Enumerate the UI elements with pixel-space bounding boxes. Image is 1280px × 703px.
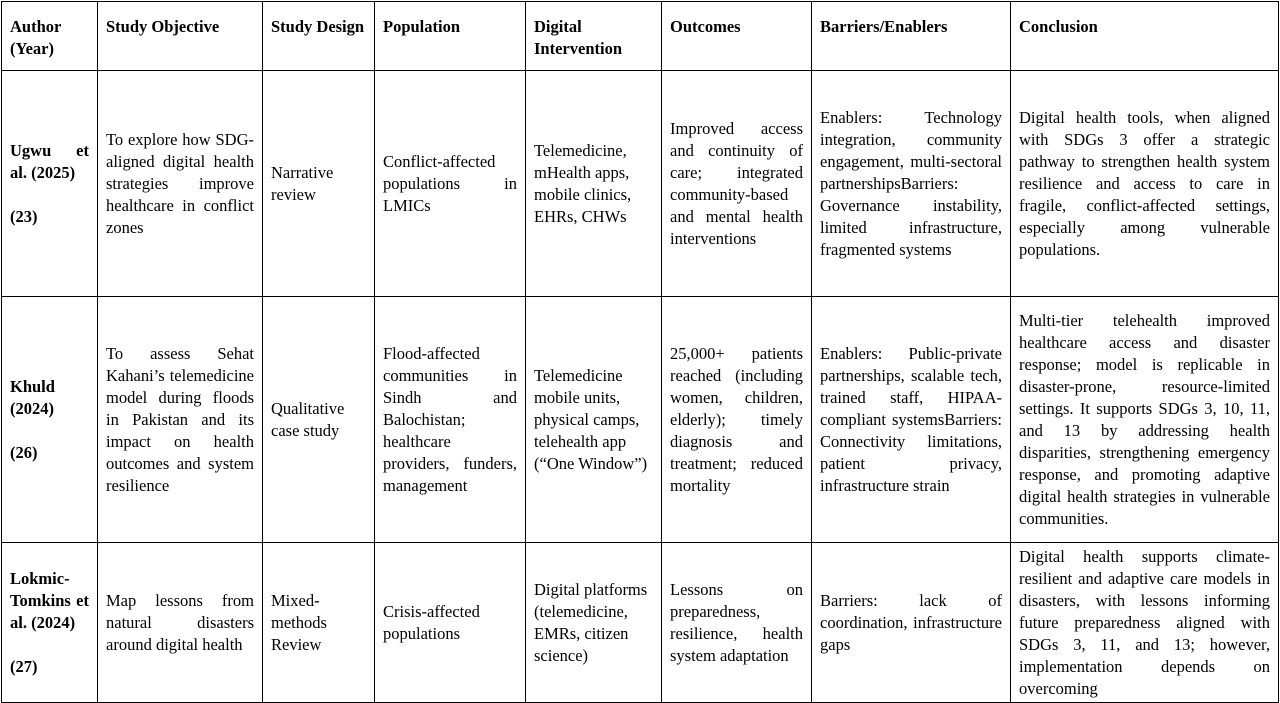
objective-cell: Map lessons from natural disasters around digital health <box>98 543 263 703</box>
header-conclusion: Conclusion <box>1011 2 1279 71</box>
outcomes-cell: 25,000+ patients reached (including women, children, elderly); timely diagnosis and treatment; reduced mortality <box>662 297 812 543</box>
population-cell: Flood-affected communities in Sindh and Balochistan; healthcare providers, funders, management <box>375 297 526 543</box>
table-row <box>2 71 1279 297</box>
author-cell <box>2 297 98 543</box>
header-outcomes: Outcomes <box>662 2 812 71</box>
intervention-cell: Telemedicine mobile units, physical camps, telehealth app (“One Window”) <box>526 297 662 543</box>
conclusion-cell: Multi-tier telehealth improved healthcare access and disaster response; model is replicable in disaster-prone, resource-limited settings. It supports SDGs 3, 10, 11, and 13 by addressing health disparities, strengthening emergency response, and promoting adaptive digital health strategies in vulnerable communities. <box>1011 297 1279 543</box>
barriers-cell: Enablers: Public-private partnerships, scalable tech, trained staff, HIPAA-compliant systemsBarriers: Connectivity limitations, patient privacy, infrastructure strain <box>812 297 1011 543</box>
author-name: Khuld (2024) <box>10 376 55 418</box>
header-objective: Study Objective <box>98 2 263 71</box>
intervention-cell: Digital platforms (telemedicine, EMRs, citizen science) <box>526 543 662 703</box>
author-cell <box>2 71 98 297</box>
objective-cell: To assess Sehat Kahani’s telemedicine model during floods in Pakistan and its impact on health outcomes and system resilience <box>98 297 263 543</box>
author-name: Lokmic-Tomkins et al. (2024) <box>10 568 89 632</box>
table-row <box>2 297 1279 543</box>
table-header-row <box>2 2 1279 71</box>
header-barriers: Barriers/Enablers <box>812 2 1011 71</box>
author-cell <box>2 543 98 703</box>
reference-number: (23) <box>10 206 38 226</box>
barriers-cell: Barriers: lack of coordination, infrastructure gaps <box>812 543 1011 703</box>
conclusion-cell: Digital health supports climate-resilient and adaptive care models in disasters, with lessons informing future preparedness aligned with SDGs 3, 11, and 13; however, implementation depends on overcoming <box>1011 543 1279 703</box>
reference-number: (26) <box>10 442 38 462</box>
design-cell: Mixed-methods Review <box>263 543 375 703</box>
population-cell: Crisis-affected populations <box>375 543 526 703</box>
design-cell: Narrative review <box>263 71 375 297</box>
author-name: Ugwu et al. (2025) <box>10 140 89 182</box>
barriers-cell: Enablers: Technology integration, community engagement, multi-sectoral partnershipsBarriers: Governance instability, limited infrastructure, fragmented systems <box>812 71 1011 297</box>
intervention-cell: Telemedicine, mHealth apps, mobile clinics, EHRs, CHWs <box>526 71 662 297</box>
header-design: Study Design <box>263 2 375 71</box>
conclusion-cell: Digital health tools, when aligned with SDGs 3 offer a strategic pathway to strengthen health system resilience and access to care in fragile, conflict-affected settings, especially among vulnerable populations. <box>1011 71 1279 297</box>
header-author: Author (Year) <box>2 2 98 71</box>
outcomes-cell: Improved access and continuity of care; integrated community-based and mental health interventions <box>662 71 812 297</box>
objective-cell: To explore how SDG-aligned digital health strategies improve healthcare in conflict zones <box>98 71 263 297</box>
table-row <box>2 543 1279 703</box>
population-cell: Conflict-affected populations in LMICs <box>375 71 526 297</box>
outcomes-cell: Lessons on preparedness, resilience, health system adaptation <box>662 543 812 703</box>
literature-table <box>1 1 1279 703</box>
header-intervention: Digital Intervention <box>526 2 662 71</box>
design-cell: Qualitative case study <box>263 297 375 543</box>
header-population: Population <box>375 2 526 71</box>
reference-number: (27) <box>10 656 38 676</box>
